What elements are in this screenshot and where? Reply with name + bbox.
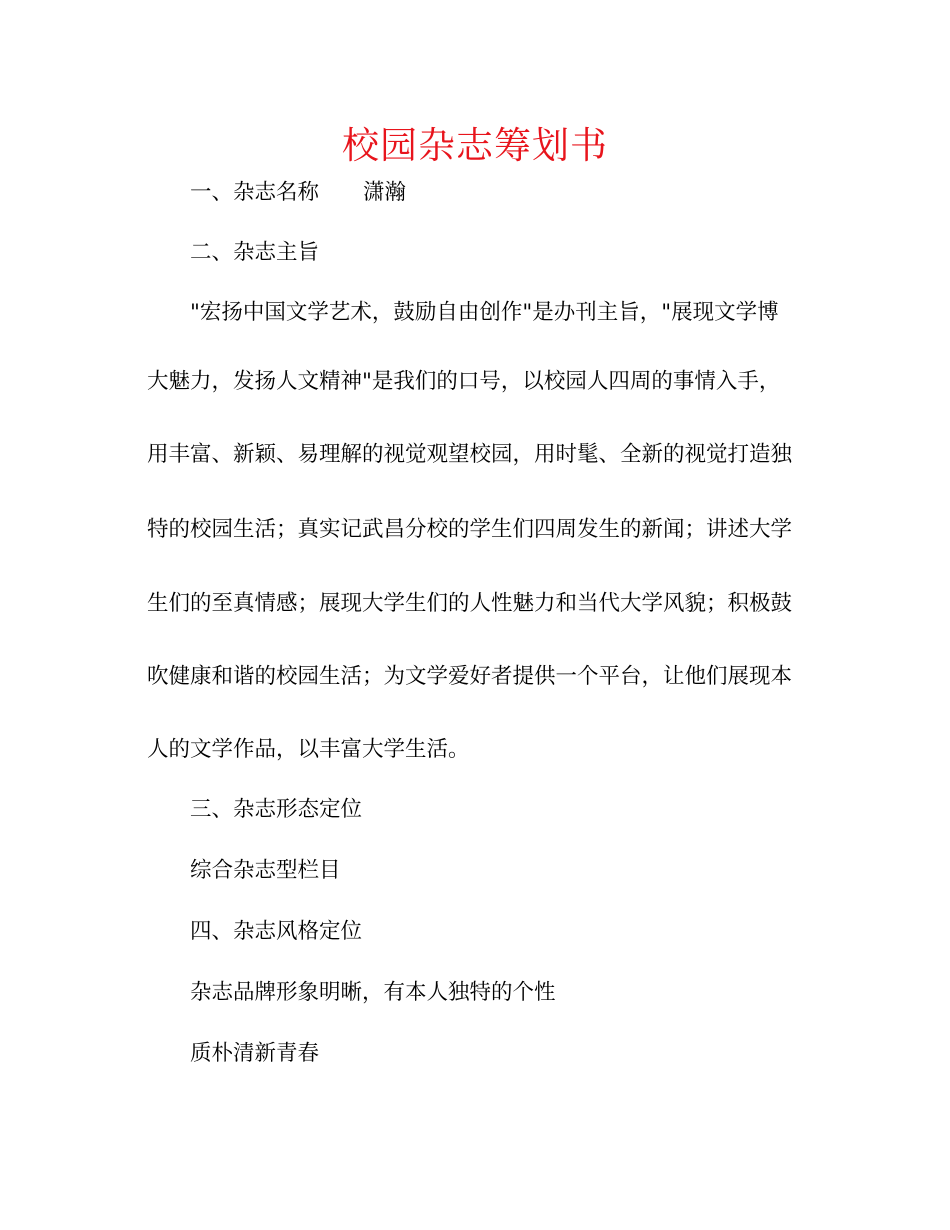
paragraph-line: 生们的至真情感；展现大学生们的人性魅力和当代大学风貌；积极鼓 bbox=[147, 591, 793, 616]
document-title: 校园杂志筹划书 bbox=[342, 124, 608, 167]
paragraph-line: 特的校园生活；真实记武昌分校的学生们四周发生的新闻；讲述大学 bbox=[147, 517, 793, 542]
section-1-heading bbox=[190, 178, 406, 208]
paragraph-line: "宏扬中国文学艺术，鼓励自由创作"是办刊主旨，"展现文学博 bbox=[190, 300, 779, 325]
section-1-label: 一、杂志名称 bbox=[190, 180, 320, 205]
paragraph-line: 吹健康和谐的校园生活；为文学爱好者提供一个平台，让他们展现本 bbox=[147, 664, 793, 689]
section-4-text: 杂志品牌形象明晰，有本人独特的个性 bbox=[190, 980, 556, 1005]
section-3-text: 综合杂志型栏目 bbox=[190, 858, 341, 883]
paragraph-line: 用丰富、新颖、易理解的视觉观望校园，用时髦、全新的视觉打造独 bbox=[147, 442, 793, 467]
magazine-name: 潇瀚 bbox=[363, 180, 407, 205]
section-3-heading: 三、杂志形态定位 bbox=[190, 797, 363, 822]
section-4-text: 质朴清新青春 bbox=[190, 1041, 320, 1066]
paragraph-line: 大魅力，发扬人文精神"是我们的口号，以校园人四周的事情入手， bbox=[147, 369, 781, 394]
section-2-heading: 二、杂志主旨 bbox=[190, 240, 320, 265]
paragraph-line: 人的文学作品，以丰富大学生活。 bbox=[147, 737, 470, 762]
section-4-heading: 四、杂志风格定位 bbox=[190, 919, 363, 944]
